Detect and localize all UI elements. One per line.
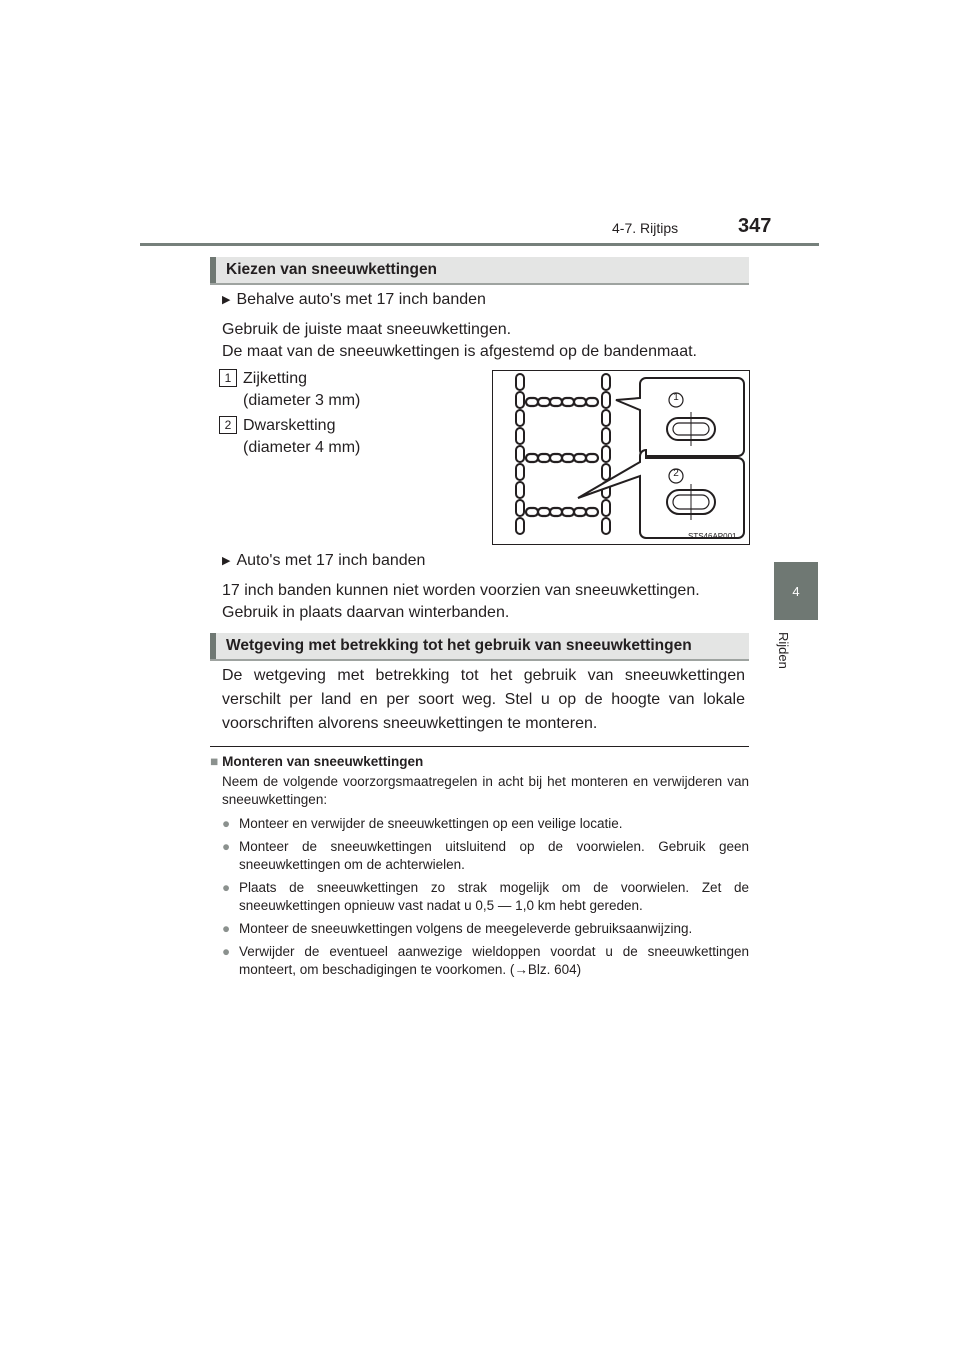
list-item: ● Monteer de sneeuwkettingen volgens de meegeleverde gebruiksaanwijzing. — [222, 921, 693, 936]
paragraph-line: De maat van de sneeuwkettingen is afgestemd op de bandenmaat. — [222, 343, 697, 360]
section-marker — [210, 633, 216, 659]
list-item: ● Monteer de sneeuwkettingen uitsluitend op de voorwielen. Gebruik geen sneeuwkettingen om de achterwielen. — [222, 839, 749, 872]
snow-chain-illustration — [492, 370, 750, 545]
item-detail: (diameter 3 mm) — [243, 392, 361, 409]
figure-callout-1: 1 — [673, 392, 679, 403]
figure-code: STS46AP001 — [688, 532, 737, 541]
list-item: ● Monteer en verwijder de sneeuwkettingen op een veilige locatie. — [222, 816, 623, 831]
legislation-paragraph: De wetgeving met betrekking tot het gebruik van sneeuwkettingen verschilt per land en per soort weg. Stel u op de hoogte van lokale voorschriften alvorens sneeuwkettingen te monteren. — [222, 667, 745, 732]
snow-chain-figure — [492, 370, 750, 545]
square-bullet-icon: ■ — [210, 754, 219, 769]
chapter-tab — [774, 562, 818, 620]
chapter-number: 4 — [792, 584, 800, 599]
notes-heading: ■ Monteren van sneeuwkettingen — [210, 754, 424, 769]
paragraph-line: 17 inch banden kunnen niet worden voorzien van sneeuwkettingen. — [222, 582, 700, 599]
section-title: Kiezen van sneeuwkettingen — [226, 261, 438, 278]
triangle-bullet-icon: ▶ — [222, 555, 231, 567]
header-rule — [140, 243, 819, 246]
dot-bullet-icon: ● — [222, 921, 231, 936]
dot-bullet-icon: ● — [222, 944, 231, 959]
item-label: Dwarsketting — [243, 417, 336, 434]
callout-2-icon: 2 — [219, 416, 237, 434]
case-heading-1: ▶ Behalve auto's met 17 inch banden — [222, 291, 486, 308]
triangle-bullet-icon: ▶ — [222, 294, 231, 306]
dot-bullet-icon: ● — [222, 880, 231, 895]
notes-divider — [210, 746, 749, 747]
callout-1-icon: 1 — [219, 369, 237, 387]
section-header-chains — [210, 257, 749, 285]
item-label: Zijketting — [243, 370, 308, 387]
section-label: 4-7. Rijtips — [612, 220, 679, 236]
list-item: ● Plaats de sneeuwkettingen zo strak mogelijk om de voorwielen. Zet de sneeuwkettingen opnieuw vast nadat u 0,5 — 1,0 km hebt gereden. — [222, 880, 749, 913]
dot-bullet-icon: ● — [222, 816, 231, 831]
item-detail: (diameter 4 mm) — [243, 439, 361, 456]
notes-intro: Neem de volgende voorzorgsmaatregelen in acht bij het monteren en verwijderen van sneeuwkettingen: — [222, 774, 749, 807]
page-number: 347 — [738, 215, 772, 237]
paragraph-line: Gebruik de juiste maat sneeuwkettingen. — [222, 321, 512, 338]
dot-bullet-icon: ● — [222, 839, 231, 854]
section-title: Wetgeving met betrekking tot het gebruik van sneeuwkettingen — [226, 637, 692, 654]
case-heading-2: ▶ Auto's met 17 inch banden — [222, 552, 426, 569]
paragraph-line: Gebruik in plaats daarvan winterbanden. — [222, 604, 510, 621]
chapter-label: Rijden — [776, 632, 791, 669]
section-header-legislation — [210, 633, 749, 661]
list-item: ● Verwijder de eventueel aanwezige wieldoppen voordat u de sneeuwkettingen monteert, om beschadigingen te voorkomen. (→Blz. 604) — [222, 944, 749, 977]
section-marker — [210, 257, 216, 283]
figure-callout-2: 2 — [673, 468, 679, 479]
